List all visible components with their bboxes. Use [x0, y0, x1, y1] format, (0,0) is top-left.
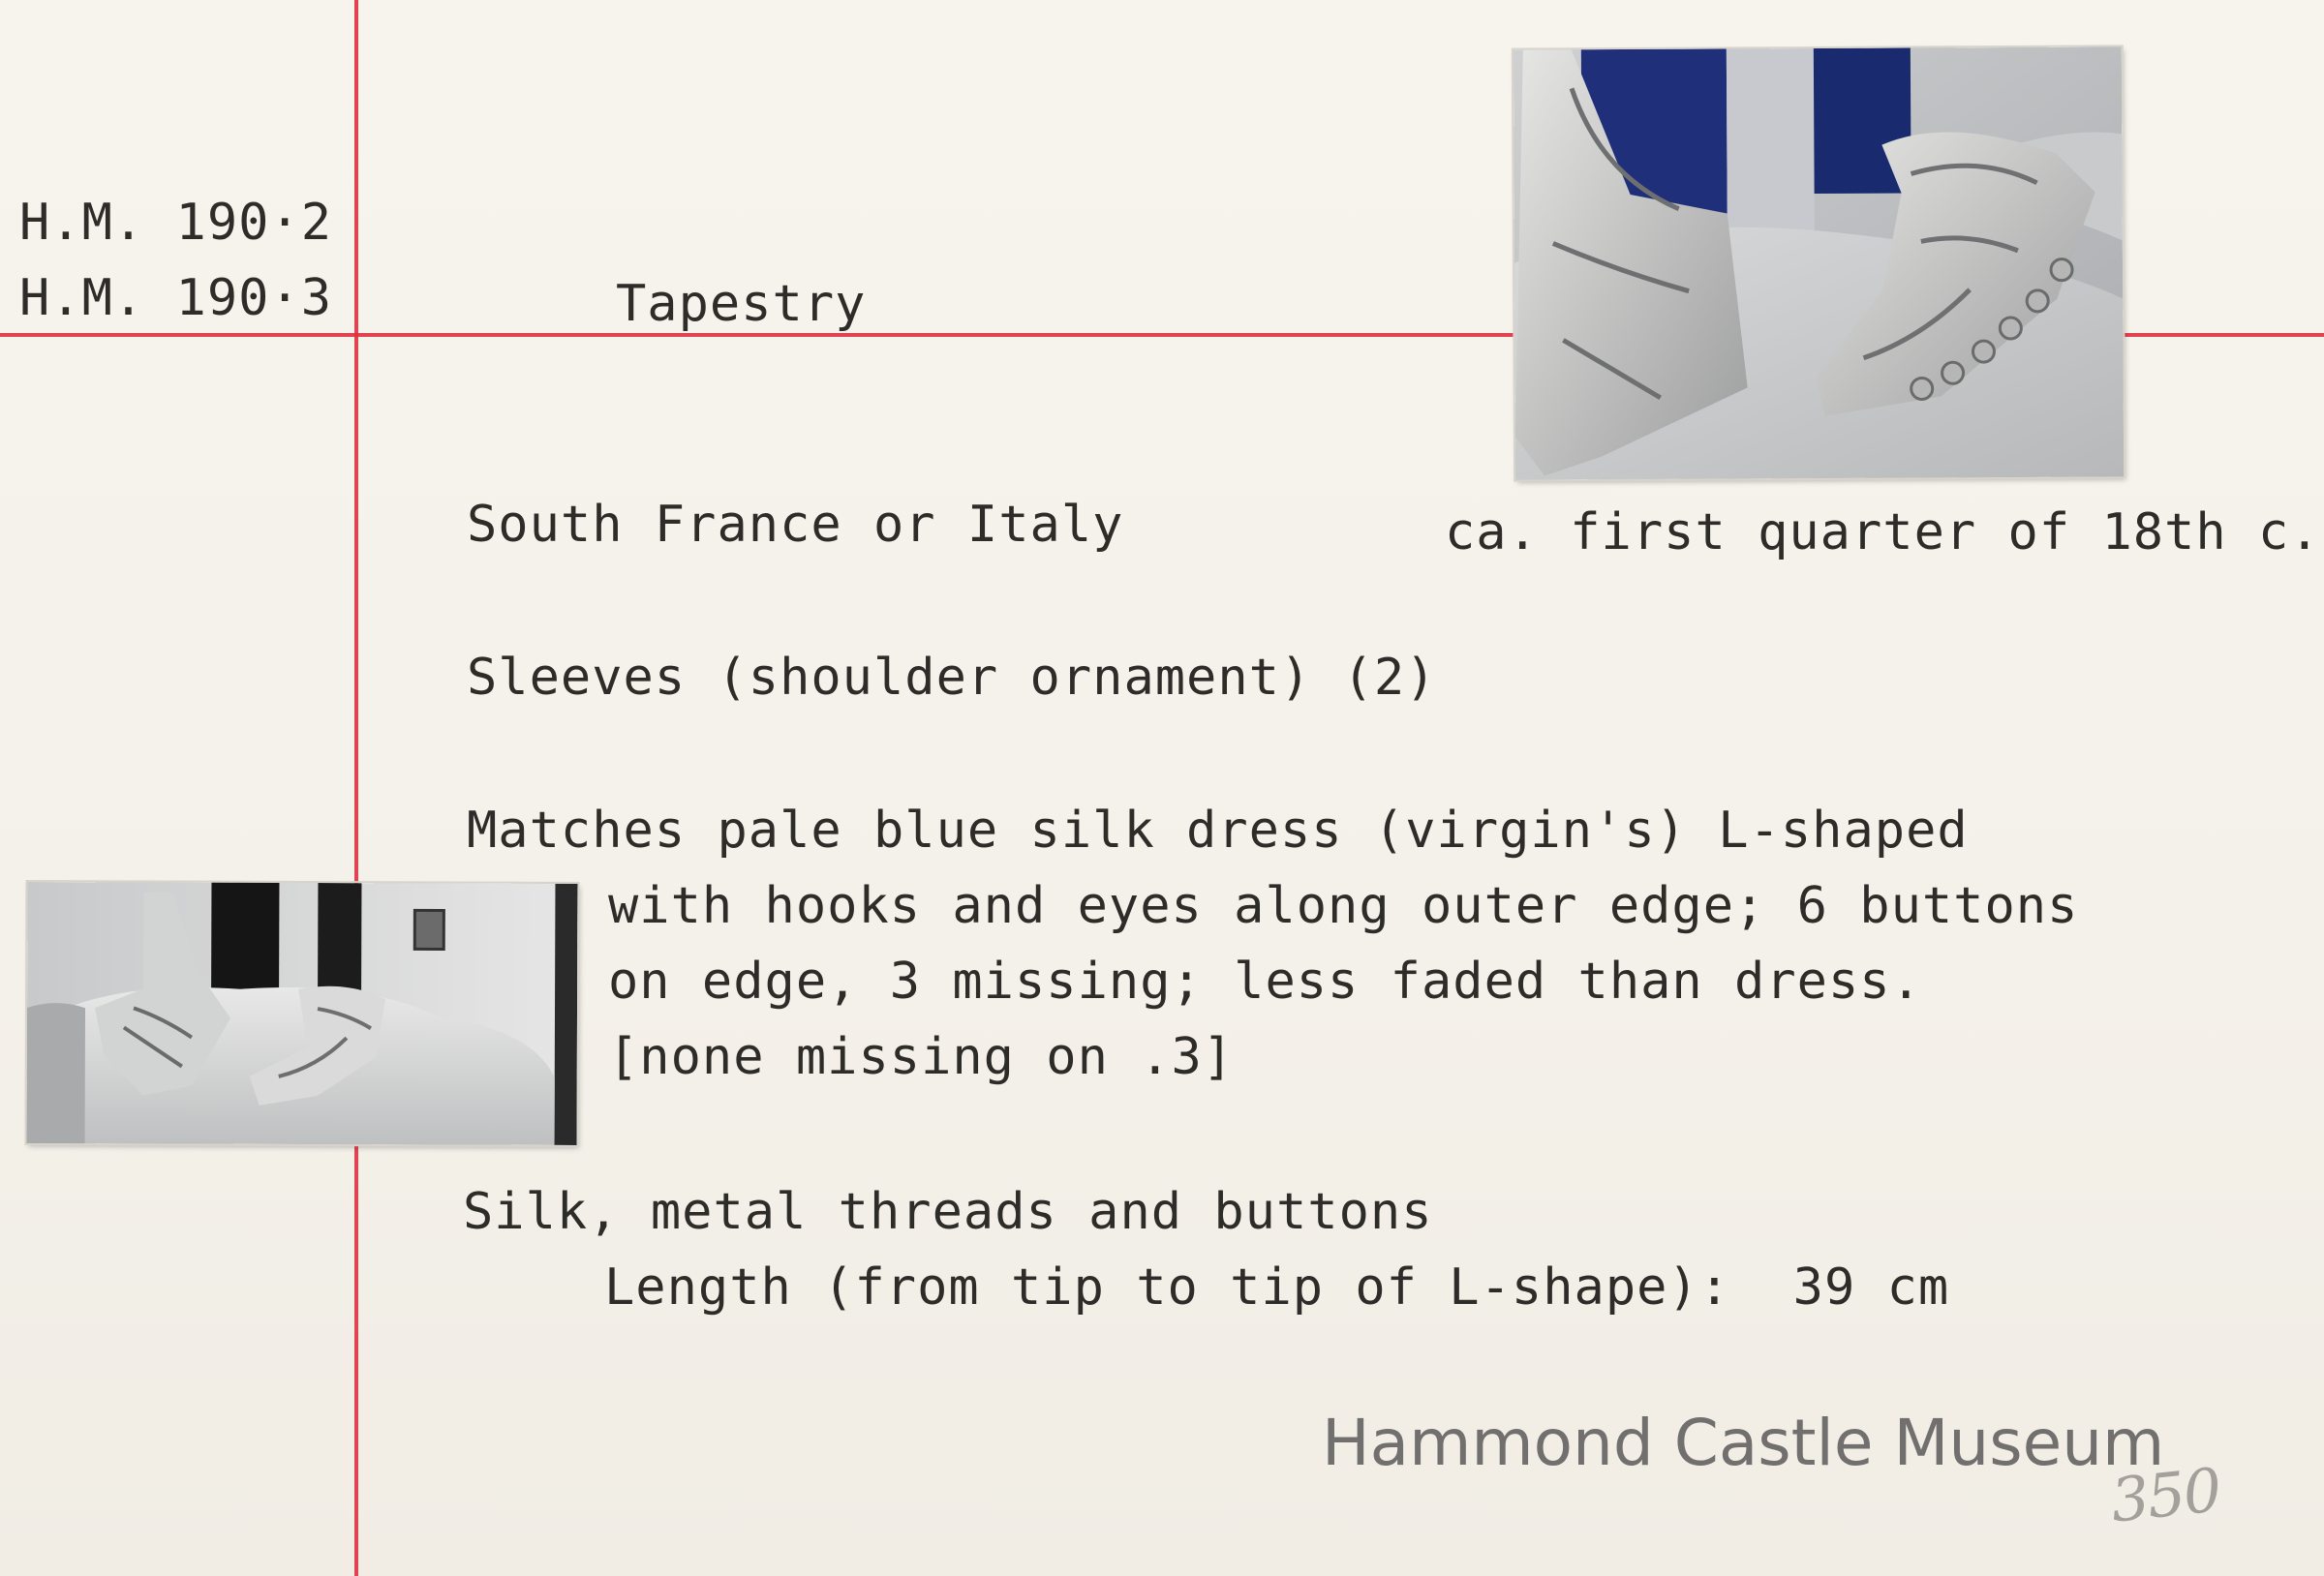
origin-place: South France or Italy — [467, 496, 1124, 554]
photo-left — [27, 882, 578, 1145]
margin-rule-vertical — [354, 0, 358, 1576]
pencil-number: 350 — [2107, 1454, 2223, 1536]
photo-top — [1514, 46, 2124, 479]
catalog-number-1: H.M. 190·2 — [19, 194, 333, 252]
category-label: Tapestry — [616, 275, 867, 333]
museum-watermark: Hammond Castle Museum — [1322, 1406, 2165, 1480]
description-line-4: [none missing on .3] — [608, 1028, 1235, 1086]
dimensions: Length (from tip to tip of L-shape): 39 cm — [604, 1258, 1950, 1317]
description-line-2: with hooks and eyes along outer edge; 6 buttons — [608, 877, 2079, 935]
object-name: Sleeves (shoulder ornament) (2) — [467, 649, 1437, 707]
description-line-3: on edge, 3 missing; less faded than dress. — [608, 953, 1922, 1011]
description-line-1: Matches pale blue silk dress (virgin's) L-shaped — [467, 802, 1969, 860]
origin-date: ca. first quarter of 18th c. — [1445, 503, 2321, 561]
materials: Silk, metal threads and buttons — [463, 1183, 1433, 1241]
catalog-number-2: H.M. 190·3 — [19, 269, 333, 327]
